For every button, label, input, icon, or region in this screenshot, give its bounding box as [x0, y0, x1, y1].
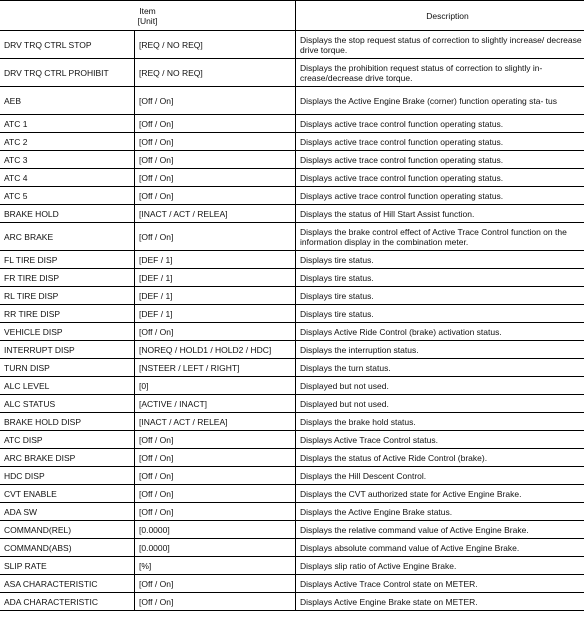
item-name-cell: COMMAND(REL) — [0, 521, 135, 539]
item-name-cell: SLIP RATE — [0, 557, 135, 575]
table-row — [0, 341, 584, 359]
table-row — [0, 223, 584, 251]
description-cell: Displays active trace control function operating status. — [296, 169, 584, 187]
item-name-cell: ALC STATUS — [0, 395, 135, 413]
unit-cell: [Off / On] — [135, 467, 296, 485]
item-name-cell: ADA SW — [0, 503, 135, 521]
unit-cell: [DEF / 1] — [135, 269, 296, 287]
item-name-cell: ALC LEVEL — [0, 377, 135, 395]
unit-cell: [0.0000] — [135, 521, 296, 539]
unit-cell: [Off / On] — [135, 431, 296, 449]
item-name-cell: ADA CHARACTERISTIC — [0, 593, 135, 611]
unit-cell: [Off / On] — [135, 133, 296, 151]
description-cell: Displays slip ratio of Active Engine Brake. — [296, 557, 584, 575]
item-name-cell: FL TIRE DISP — [0, 251, 135, 269]
table-row — [0, 269, 584, 287]
unit-cell: [Off / On] — [135, 87, 296, 115]
item-name-cell: ATC 2 — [0, 133, 135, 151]
description-cell: Displays active trace control function operating status. — [296, 151, 584, 169]
item-name-cell: COMMAND(ABS) — [0, 539, 135, 557]
item-name-cell: ASA CHARACTERISTIC — [0, 575, 135, 593]
table-row — [0, 431, 584, 449]
item-name-cell: CVT ENABLE — [0, 485, 135, 503]
item-name-cell: ATC 3 — [0, 151, 135, 169]
unit-cell: [Off / On] — [135, 151, 296, 169]
table-row — [0, 87, 584, 115]
item-name-cell: ATC DISP — [0, 431, 135, 449]
description-cell: Displays the brake hold status. — [296, 413, 584, 431]
table-row — [0, 503, 584, 521]
item-name-cell: ATC 1 — [0, 115, 135, 133]
description-cell: Displays absolute command value of Active Engine Brake. — [296, 539, 584, 557]
item-name-cell: BRAKE HOLD DISP — [0, 413, 135, 431]
unit-cell: [NSTEER / LEFT / RIGHT] — [135, 359, 296, 377]
description-cell: Displays the relative command value of Active Engine Brake. — [296, 521, 584, 539]
item-name-cell: FR TIRE DISP — [0, 269, 135, 287]
item-name-cell: RL TIRE DISP — [0, 287, 135, 305]
unit-cell: [DEF / 1] — [135, 305, 296, 323]
description-cell: Displays the status of Active Ride Control (brake). — [296, 449, 584, 467]
item-name-cell: ATC 4 — [0, 169, 135, 187]
table-row — [0, 377, 584, 395]
unit-cell: [REQ / NO REQ] — [135, 59, 296, 87]
table-row — [0, 205, 584, 223]
item-name-cell: VEHICLE DISP — [0, 323, 135, 341]
table-row — [0, 467, 584, 485]
table-row — [0, 305, 584, 323]
description-cell: Displays active trace control function operating status. — [296, 115, 584, 133]
unit-cell: [DEF / 1] — [135, 251, 296, 269]
unit-cell: [NOREQ / HOLD1 / HOLD2 / HDC] — [135, 341, 296, 359]
item-name-cell: ATC 5 — [0, 187, 135, 205]
description-cell: Displays the Active Engine Brake (corner) function operating sta- tus — [296, 87, 584, 115]
unit-cell: [%] — [135, 557, 296, 575]
description-cell: Displays Active Trace Control state on METER. — [296, 575, 584, 593]
table-body — [0, 31, 584, 611]
unit-cell: [0] — [135, 377, 296, 395]
item-name-cell: INTERRUPT DISP — [0, 341, 135, 359]
description-cell: Displays tire status. — [296, 287, 584, 305]
description-cell: Displays active trace control function operating status. — [296, 133, 584, 151]
table-row — [0, 133, 584, 151]
description-cell: Displays tire status. — [296, 305, 584, 323]
item-name-cell: HDC DISP — [0, 467, 135, 485]
item-name-cell: ARC BRAKE — [0, 223, 135, 251]
unit-cell: [INACT / ACT / RELEA] — [135, 413, 296, 431]
item-name-cell: AEB — [0, 87, 135, 115]
table-row — [0, 593, 584, 611]
description-cell: Displays the stop request status of correction to slightly increase/ decrease drive torque. — [296, 31, 584, 59]
description-cell: Displays the Hill Descent Control. — [296, 467, 584, 485]
description-cell: Displays Active Engine Brake state on METER. — [296, 593, 584, 611]
description-cell: Displays the status of Hill Start Assist function. — [296, 205, 584, 223]
table-row — [0, 115, 584, 133]
unit-header-label: [Unit] — [137, 15, 158, 26]
table-row — [0, 251, 584, 269]
item-header-label: Item — [139, 5, 156, 16]
item-unit-header — [0, 1, 296, 31]
description-header: Description — [296, 1, 584, 31]
unit-cell: [DEF / 1] — [135, 287, 296, 305]
unit-cell: [Off / On] — [135, 187, 296, 205]
table-row — [0, 521, 584, 539]
description-cell: Displays the Active Engine Brake status. — [296, 503, 584, 521]
description-cell: Displayed but not used. — [296, 395, 584, 413]
unit-cell: [Off / On] — [135, 485, 296, 503]
description-cell: Displays Active Ride Control (brake) activation status. — [296, 323, 584, 341]
table-row — [0, 31, 584, 59]
unit-cell: [Off / On] — [135, 169, 296, 187]
table-row — [0, 395, 584, 413]
unit-cell: [Off / On] — [135, 323, 296, 341]
item-name-cell: RR TIRE DISP — [0, 305, 135, 323]
table-row — [0, 59, 584, 87]
description-cell: Displays the turn status. — [296, 359, 584, 377]
unit-cell: [Off / On] — [135, 449, 296, 467]
description-cell: Displays active trace control function operating status. — [296, 187, 584, 205]
unit-cell: [Off / On] — [135, 115, 296, 133]
description-cell: Displays the brake control effect of Active Trace Control function on the information display in the combination meter. — [296, 223, 584, 251]
unit-cell: [Off / On] — [135, 223, 296, 251]
item-name-cell: TURN DISP — [0, 359, 135, 377]
item-name-cell: ARC BRAKE DISP — [0, 449, 135, 467]
unit-cell: [Off / On] — [135, 503, 296, 521]
table-row — [0, 557, 584, 575]
description-cell: Displays tire status. — [296, 269, 584, 287]
description-cell: Displays the prohibition request status of correction to slightly in- crease/decrease drive torque. — [296, 59, 584, 87]
table-row — [0, 187, 584, 205]
unit-cell: [0.0000] — [135, 539, 296, 557]
item-name-cell: BRAKE HOLD — [0, 205, 135, 223]
description-cell: Displays the CVT authorized state for Active Engine Brake. — [296, 485, 584, 503]
unit-cell: [Off / On] — [135, 593, 296, 611]
unit-cell: [Off / On] — [135, 575, 296, 593]
description-cell: Displayed but not used. — [296, 377, 584, 395]
table-row — [0, 169, 584, 187]
header-row — [0, 1, 584, 31]
table-row — [0, 323, 584, 341]
description-cell: Displays tire status. — [296, 251, 584, 269]
table-row — [0, 151, 584, 169]
description-cell: Displays the interruption status. — [296, 341, 584, 359]
table-row — [0, 449, 584, 467]
unit-cell: [ACTIVE / INACT] — [135, 395, 296, 413]
unit-cell: [REQ / NO REQ] — [135, 31, 296, 59]
unit-cell: [INACT / ACT / RELEA] — [135, 205, 296, 223]
table-row — [0, 485, 584, 503]
table-row — [0, 287, 584, 305]
description-cell: Displays Active Trace Control status. — [296, 431, 584, 449]
item-name-cell: DRV TRQ CTRL PROHIBIT — [0, 59, 135, 87]
item-name-cell: DRV TRQ CTRL STOP — [0, 31, 135, 59]
table-row — [0, 539, 584, 557]
table-row — [0, 359, 584, 377]
table-row — [0, 413, 584, 431]
table-row — [0, 575, 584, 593]
